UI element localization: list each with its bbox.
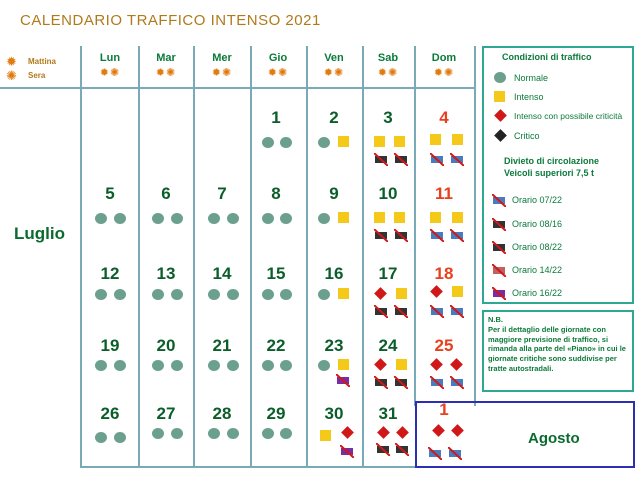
truck-ban-icon — [374, 229, 388, 242]
grid-line — [474, 46, 476, 406]
date-19: 19 — [100, 336, 120, 355]
legend-risk: Intenso con possibile criticità — [514, 111, 623, 121]
date-13: 13 — [156, 264, 176, 283]
ban-1422: Orario 14/22 — [512, 265, 563, 275]
date-26: 26 — [100, 404, 120, 423]
normal-traffic-icon — [262, 428, 274, 439]
date-29: 29 — [266, 404, 286, 423]
critical-risk-icon — [377, 426, 390, 439]
normal-traffic-icon — [171, 289, 183, 300]
intense-traffic-icon — [430, 134, 441, 145]
grid-line — [193, 46, 195, 468]
date-18: 18 — [434, 264, 454, 283]
grid-line — [80, 46, 82, 468]
day-header-sat: Sab — [377, 52, 399, 64]
truck-ban-icon — [374, 376, 388, 389]
intense-traffic-icon — [338, 212, 349, 223]
critical-risk-icon — [396, 426, 409, 439]
intense-traffic-icon — [338, 288, 349, 299]
header-divider — [0, 87, 476, 89]
ban-0816: Orario 08/16 — [512, 219, 563, 229]
normal-traffic-icon — [171, 213, 183, 224]
critical-icon — [494, 129, 507, 142]
sun-icons: ✹✺ — [433, 67, 455, 79]
ban-title-2: Veicoli superiori 7,5 t — [504, 168, 595, 178]
normal-traffic-icon — [262, 360, 274, 371]
date-17: 17 — [378, 264, 398, 283]
critical-risk-icon — [430, 285, 443, 298]
normal-traffic-icon — [227, 289, 239, 300]
day-header-wed: Mer — [212, 52, 232, 64]
ban-0822: Orario 08/22 — [512, 242, 563, 252]
august-box — [415, 401, 635, 468]
normal-traffic-icon — [280, 213, 292, 224]
date-10: 10 — [378, 184, 398, 203]
normal-traffic-icon — [262, 213, 274, 224]
day-header-mon: Lun — [99, 52, 121, 64]
date-6: 6 — [161, 184, 171, 203]
normal-traffic-icon — [152, 360, 164, 371]
normal-traffic-icon — [152, 289, 164, 300]
normal-traffic-icon — [114, 432, 126, 443]
intense-traffic-icon — [396, 288, 407, 299]
intense-traffic-icon — [452, 134, 463, 145]
truck-ban-icon — [430, 376, 444, 389]
normal-traffic-icon — [318, 213, 330, 224]
intense-traffic-icon — [320, 430, 331, 441]
truck-ban-icon — [492, 264, 506, 277]
intense-traffic-icon — [430, 212, 441, 223]
intense-traffic-icon — [394, 136, 405, 147]
truck-ban-icon — [430, 305, 444, 318]
date-25: 25 — [434, 336, 454, 355]
truck-ban-icon — [374, 305, 388, 318]
grid-line — [414, 46, 416, 406]
normal-traffic-icon — [262, 137, 274, 148]
truck-ban-icon — [492, 194, 506, 207]
truck-ban-icon — [394, 229, 408, 242]
note-heading: N.B. — [488, 315, 503, 324]
ban-1622: Orario 16/22 — [512, 288, 563, 298]
normal-traffic-icon — [227, 360, 239, 371]
normal-traffic-icon — [280, 360, 292, 371]
normal-traffic-icon — [227, 213, 239, 224]
normal-traffic-icon — [208, 289, 220, 300]
date-8: 8 — [271, 184, 281, 203]
evening-sun-icon: ✺ — [6, 68, 17, 83]
intense-traffic-icon — [338, 136, 349, 147]
intense-traffic-icon — [374, 136, 385, 147]
note-panel — [482, 310, 634, 392]
legend-normal: Normale — [514, 73, 549, 83]
truck-ban-icon — [376, 443, 390, 456]
month-label-august: Agosto — [528, 430, 580, 447]
sun-icons: ✹✺ — [99, 67, 121, 79]
date-30: 30 — [324, 404, 344, 423]
date-2: 2 — [329, 108, 339, 127]
normal-traffic-icon — [318, 137, 330, 148]
day-header-fri: Ven — [324, 52, 344, 64]
critical-risk-icon — [430, 358, 443, 371]
truck-ban-icon — [394, 153, 408, 166]
ban-title-1: Divieto di circolazione — [504, 156, 600, 166]
truck-ban-icon — [374, 153, 388, 166]
truck-ban-icon — [430, 153, 444, 166]
sun-icons: ✹✺ — [377, 67, 399, 79]
date-1: 1 — [271, 108, 281, 127]
intense-traffic-icon — [338, 359, 349, 370]
date-9: 9 — [329, 184, 339, 203]
date-31: 31 — [378, 404, 398, 423]
normal-traffic-icon — [280, 428, 292, 439]
normal-traffic-icon — [114, 289, 126, 300]
intense-traffic-icon — [452, 286, 463, 297]
normal-traffic-icon — [280, 137, 292, 148]
ban-0722: Orario 07/22 — [512, 195, 563, 205]
date-20: 20 — [156, 336, 176, 355]
normal-traffic-icon — [318, 360, 330, 371]
month-label-july: Luglio — [14, 224, 65, 243]
intense-traffic-icon — [396, 359, 407, 370]
date-23: 23 — [324, 336, 344, 355]
morning-label: Mattina — [28, 57, 56, 66]
truck-ban-icon — [336, 374, 350, 387]
date-12: 12 — [100, 264, 120, 283]
date-4: 4 — [439, 108, 449, 127]
note-text: Per il dettaglio delle giornate con maggiore previsione di traffico, si rimanda alla parte del «Piano» in cui le giornate critiche sono suddivise per tratte autostradali. — [488, 324, 626, 373]
critical-risk-icon — [374, 358, 387, 371]
legend-intense: Intenso — [514, 92, 544, 102]
sun-icons: ✹✺ — [211, 67, 233, 79]
date-28: 28 — [212, 404, 232, 423]
critical-risk-icon — [450, 358, 463, 371]
intense-traffic-icon — [452, 212, 463, 223]
normal-traffic-icon — [494, 72, 506, 83]
page-title: CALENDARIO TRAFFICO INTENSO 2021 — [20, 12, 321, 29]
critical-risk-icon — [341, 426, 354, 439]
date-11: 11 — [435, 184, 453, 203]
normal-traffic-icon — [152, 428, 164, 439]
date-24: 24 — [378, 336, 398, 355]
day-header-thu: Gio — [268, 52, 288, 64]
truck-ban-icon — [450, 376, 464, 389]
normal-traffic-icon — [95, 432, 107, 443]
truck-ban-icon — [340, 445, 354, 458]
date-5: 5 — [105, 184, 115, 203]
critical-risk-icon — [494, 109, 507, 122]
date-27: 27 — [156, 404, 176, 423]
intense-traffic-icon — [494, 91, 505, 102]
normal-traffic-icon — [95, 213, 107, 224]
sun-icons: ✹✺ — [155, 67, 177, 79]
normal-traffic-icon — [208, 213, 220, 224]
normal-traffic-icon — [262, 289, 274, 300]
truck-ban-icon — [450, 153, 464, 166]
truck-ban-icon — [394, 376, 408, 389]
normal-traffic-icon — [95, 360, 107, 371]
date-aug-1: 1 — [439, 400, 449, 419]
critical-risk-icon — [374, 287, 387, 300]
normal-traffic-icon — [280, 289, 292, 300]
date-7: 7 — [217, 184, 227, 203]
legend-title: Condizioni di traffico — [502, 52, 592, 62]
truck-ban-icon — [450, 229, 464, 242]
truck-ban-icon — [450, 305, 464, 318]
date-3: 3 — [383, 108, 393, 127]
normal-traffic-icon — [227, 428, 239, 439]
normal-traffic-icon — [114, 360, 126, 371]
day-header-tue: Mar — [156, 52, 176, 64]
date-16: 16 — [324, 264, 344, 283]
normal-traffic-icon — [171, 360, 183, 371]
intense-traffic-icon — [394, 212, 405, 223]
morning-sun-icon: ✹ — [6, 54, 17, 69]
normal-traffic-icon — [152, 213, 164, 224]
day-header-sun: Dom — [431, 52, 457, 64]
normal-traffic-icon — [318, 289, 330, 300]
evening-label: Sera — [28, 71, 46, 80]
grid-line — [80, 466, 416, 468]
date-21: 21 — [212, 336, 232, 355]
date-15: 15 — [266, 264, 286, 283]
sun-icons: ✹✺ — [323, 67, 345, 79]
truck-ban-icon — [492, 241, 506, 254]
date-14: 14 — [212, 264, 232, 283]
truck-ban-icon — [394, 305, 408, 318]
truck-ban-icon — [492, 218, 506, 231]
truck-ban-icon — [492, 287, 506, 300]
normal-traffic-icon — [95, 289, 107, 300]
normal-traffic-icon — [171, 428, 183, 439]
legend-panel — [482, 46, 634, 304]
normal-traffic-icon — [114, 213, 126, 224]
truck-ban-icon — [430, 229, 444, 242]
truck-ban-icon — [395, 443, 409, 456]
legend-critical: Critico — [514, 131, 540, 141]
sun-icons: ✹✺ — [267, 67, 289, 79]
date-22: 22 — [266, 336, 286, 355]
normal-traffic-icon — [208, 428, 220, 439]
normal-traffic-icon — [208, 360, 220, 371]
intense-traffic-icon — [374, 212, 385, 223]
